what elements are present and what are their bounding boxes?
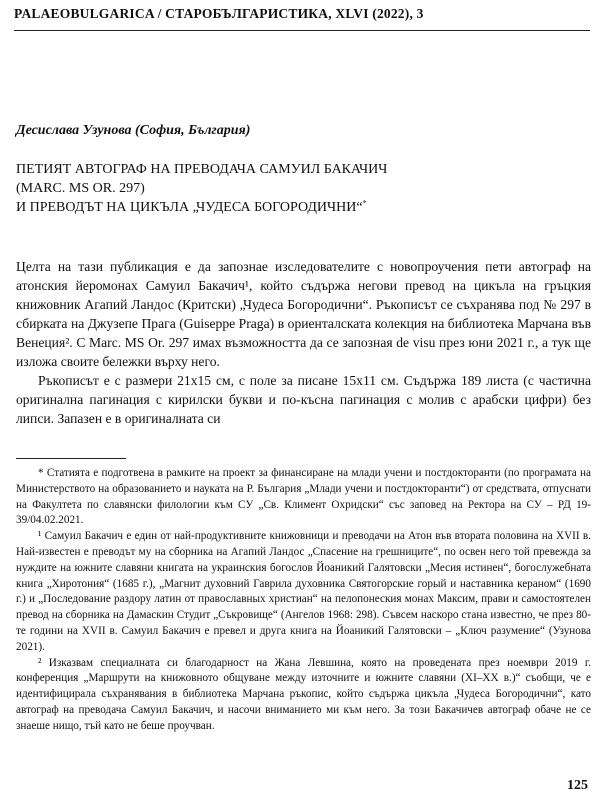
body-paragraph-1: Целта на тази публикация е да запознае изследователите с новопроучения пети автограф на атонския йеромонах Самуил Бакачич¹, който съдържа негови превод на цикъла на гръцкия книжовник Агапий Ландос (Критски) „Чудеса Богородични“. Ръкописът се съхранява под № 297 в сбирката на Джузепе Прага (Guiseppe Praga) в ориенталската колекция на библиотека Марчана във Венеция². С Marc. MS Or. 297 имах възможността да се запозная de visu през юни 2021 г., а тук ще изложа своите бележки върху него. [16,259,591,369]
footnotes [16,466,591,735]
title-line-1: ПЕТИЯТ АВТОГРАФ НА ПРЕВОДАЧА САМУИЛ БАКАЧИЧ [16,162,388,177]
running-header: PALAEOBULGARICA / СТАРОБЪЛГАРИСТИКА, XLVI (2022), 3 [14,6,424,21]
footnote-star: * Статията е подготвена в рамките на проект за финансиране на млади учени и постдокторанти (по програмата на Министерството на образованието и науката на Р. България „Млади учени и постдокторанти“) от средствата, отпуснати на Факултета по славянски филологии към СУ „Св. Климент Охридски“ със заповед на Ректора на СУ – РД 19-39/04.02.2021. [16,467,591,527]
page-number: 125 [567,778,588,793]
title-line-2: (MARC. MS OR. 297) [16,181,145,196]
title-line-3 [16,198,591,217]
title-line-3-text: И ПРЕВОДЪТ НА ЦИКЪЛА „ЧУДЕСА БОГОРОДИЧНИ“ [16,200,363,215]
footnote-1: ¹ Самуил Бакачич е един от най-продуктивните книжовници и преводачи на Атон във втората половина на XVII в. Най-известен е преводът му на сборника на Агапий Ландос „Спасение на грешниците“, по освен него той превежда за нуждите на южните славяни книгата на украинския богослов Йоаникий Галятовски „Месия истинен“, богослужебната книга „Хиротония“ (1685 г.), „Магнит духовний Гаврила духовника Святогорские горый и наставника кераном“ (1690 г.) и „Последование раздору латин от православных христиан“ на пелопонеския монах Максим, прави и самостоятелен превод на сборника на Дамаскин Студит „Съкровище“ (Ангелов 1968: 298). Съвсем наскоро стана известно, че през 80-те години на XVII в. Самуил Бакачич е превел и друга книга на Йоаникий Галятовски – „Ключ разумение“ (Узунова 2021). [16,530,591,653]
body-paragraph-2: Ръкописът е с размери 21х15 см, с поле за писане 15х11 см. Съдържа 189 листа (с частична оригинална пагинация с кирилски букви и по-късна пагинация с молив с арабски цифри) без липси. Запазен е в оригиналната си [16,373,591,426]
article-body [16,257,591,428]
footnote-separator [16,458,126,459]
header-rule [14,30,590,31]
title-footnote-mark: * [362,198,367,208]
article-title [16,160,591,217]
footnote-2: ² Изказвам специалната си благодарност на Жана Левшина, която на проведената през ноември 2019 г. конференция „Маршрути на книжовното общуване между източните и южните славяни (XI–XX в.)“ съобщи, че е идентифицирала съхранявания в библиотека Марчана ръкопис, който съдържа цикъла „Чудеса Богородични“, като автограф на преводача Самуил Бакачич, и насочи вниманието ми към него. За този Бакачичев автограф обаче не се знаеше нищо, тъй като не беше проучван. [16,656,591,732]
article-author: Десислава Узунова (София, България) [16,123,251,138]
